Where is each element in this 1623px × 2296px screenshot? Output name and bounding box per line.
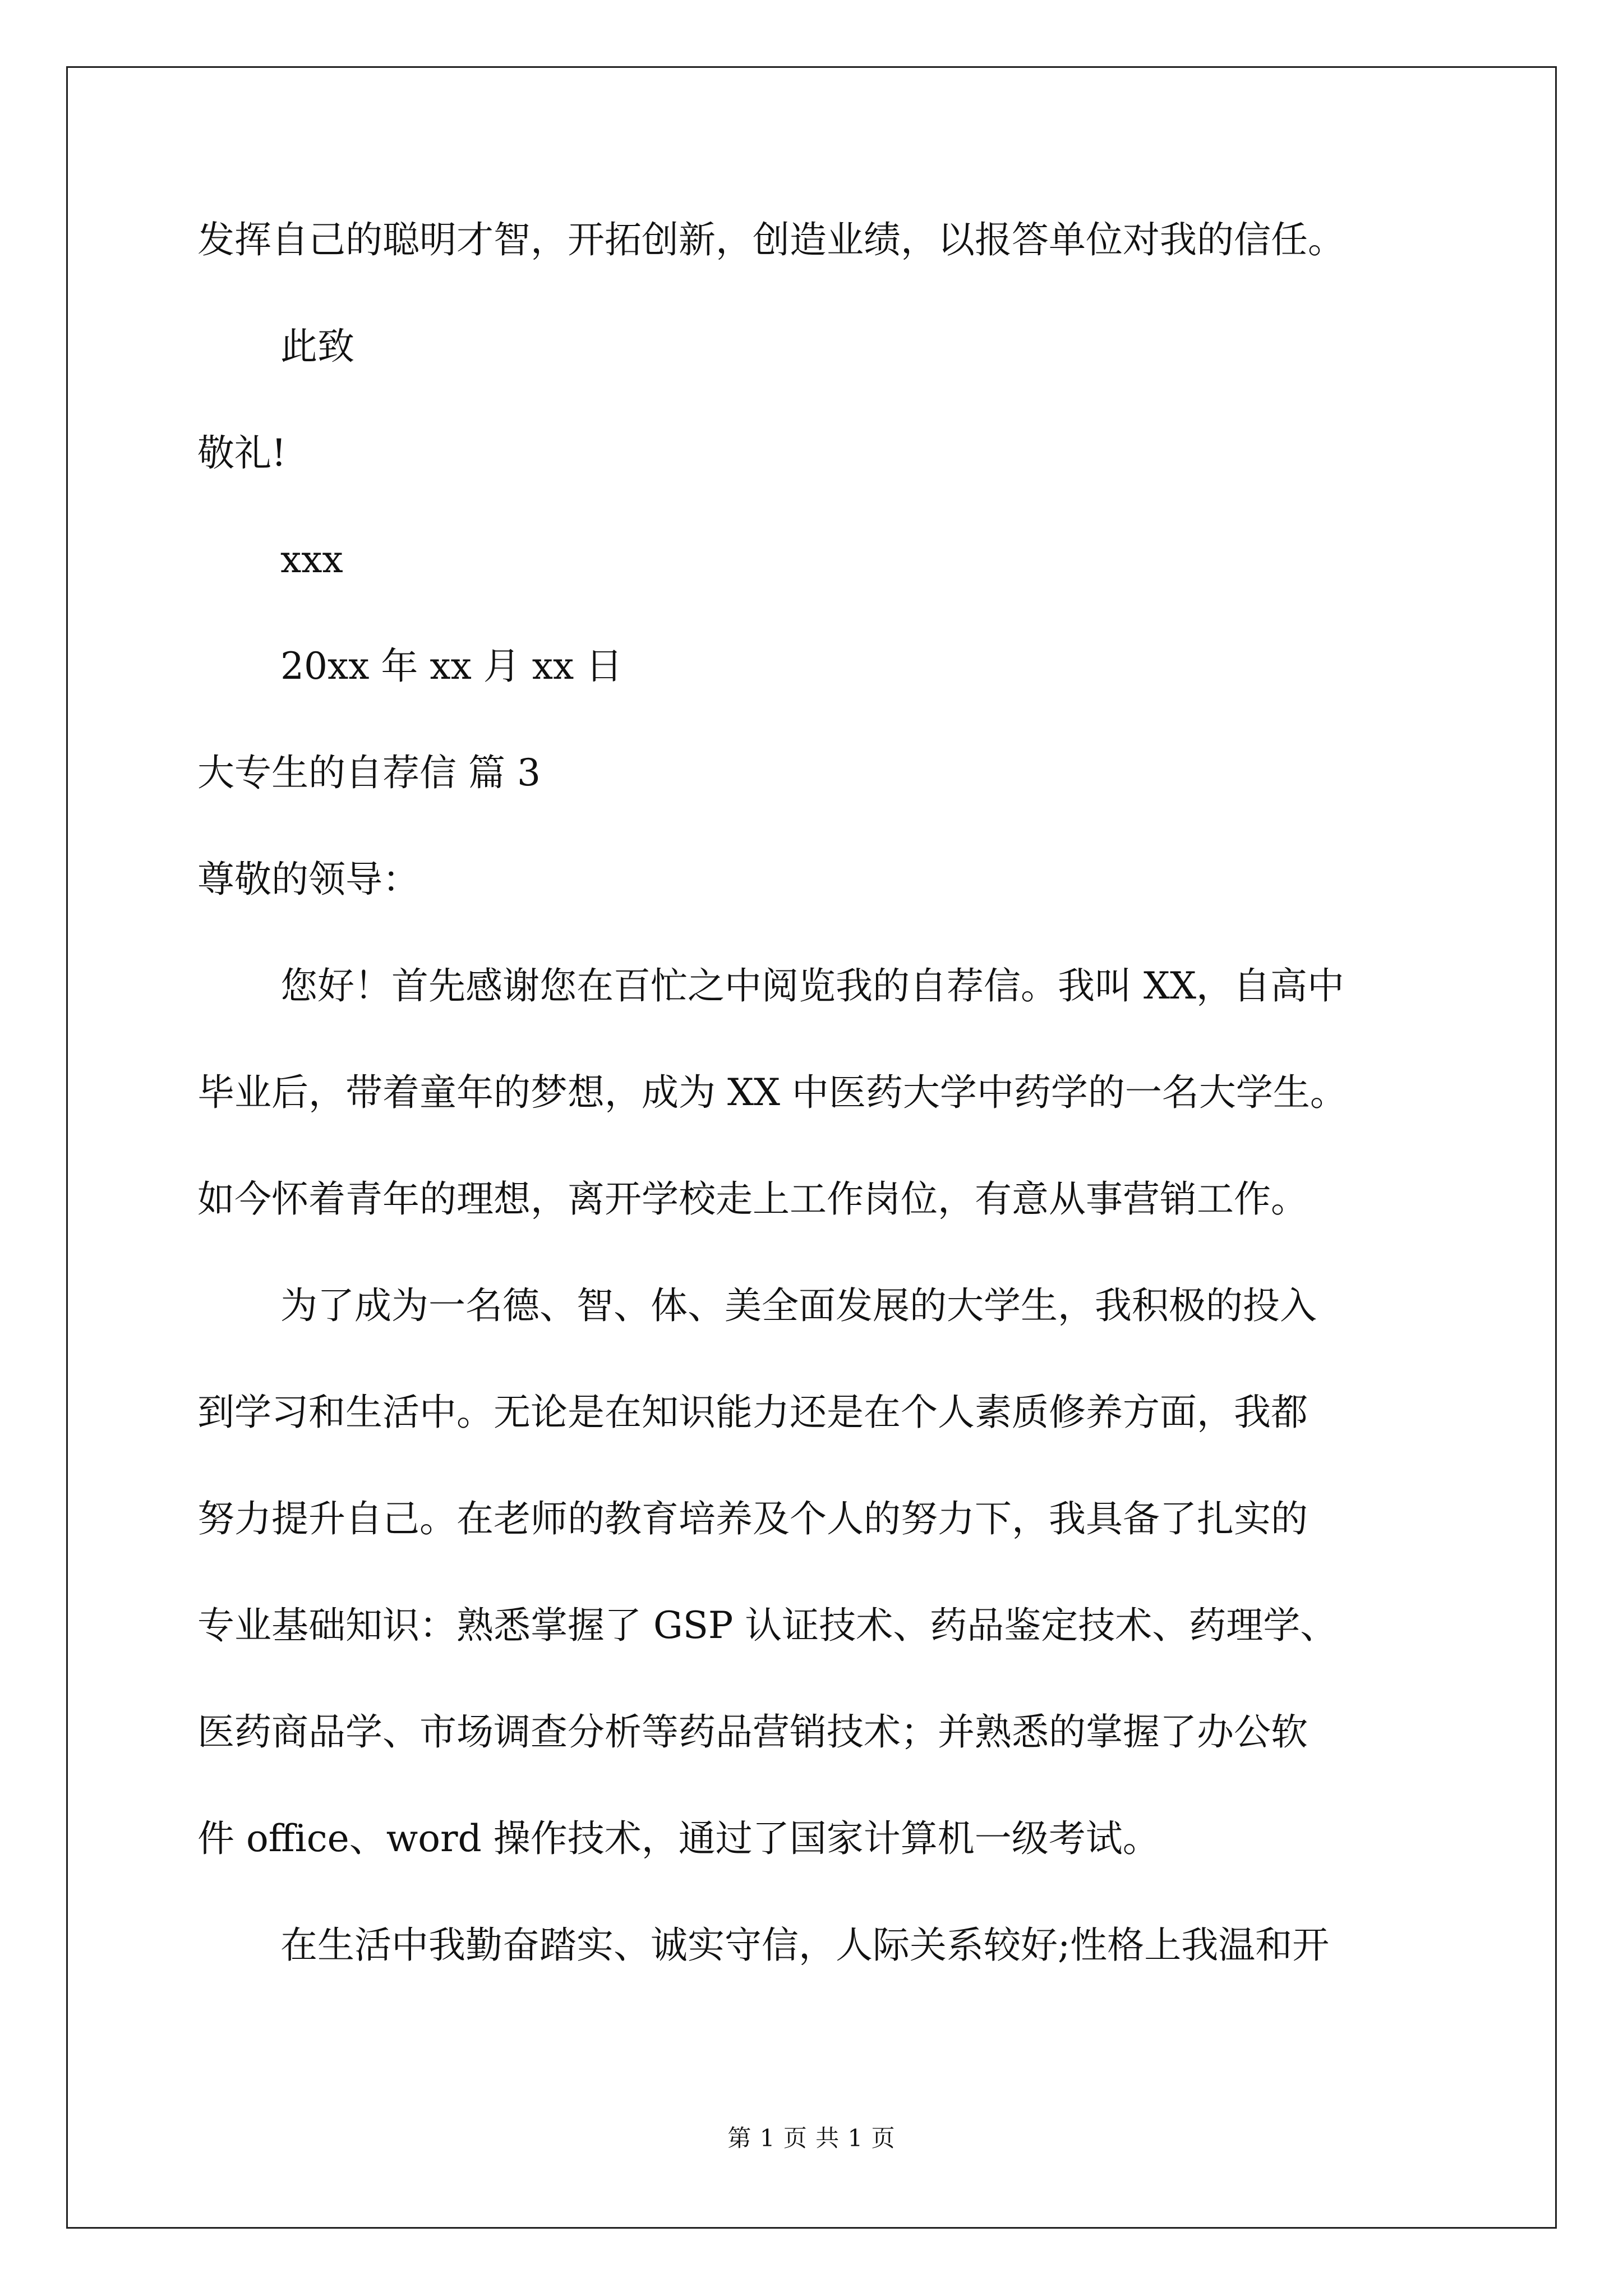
text-line-p2-1: 为了成为一名德、智、体、美全面发展的大学生，我积极的投入 — [280, 1284, 1317, 1327]
text-line-1: 发挥自己的聪明才智，开拓创新，创造业绩，以报答单位对我的信任。 — [197, 218, 1345, 261]
text-line-p2-5: 医药商品学、市场调查分析等药品营销技术；并熟悉的掌握了办公软 — [197, 1710, 1308, 1754]
page-footer: 第 1 页 共 1 页 — [727, 2124, 896, 2152]
section-heading: 大专生的自荐信 篇 3 — [197, 751, 541, 794]
text-line-p3-1: 在生活中我勤奋踏实、诚实守信，人际关系较好;性格上我温和开 — [280, 1924, 1330, 1967]
text-line-p2-3: 努力提升自己。在老师的教育培养及个人的努力下，我具备了扎实的 — [197, 1497, 1308, 1540]
text-line-salute: 敬礼! — [197, 431, 287, 475]
text-line-signature: xxx — [280, 538, 343, 581]
text-line-closing: 此致 — [280, 325, 354, 368]
text-line-greeting: 尊敬的领导： — [197, 858, 419, 901]
text-line-p1-3: 如今怀着青年的理想，离开学校走上工作岗位，有意从事营销工作。 — [197, 1177, 1308, 1221]
page-border — [66, 66, 1557, 2229]
text-line-p1-1: 您好！首先感谢您在百忙之中阅览我的自荐信。我叫 XX，自高中 — [280, 964, 1344, 1007]
text-line-p2-2: 到学习和生活中。无论是在知识能力还是在个人素质修养方面，我都 — [197, 1391, 1308, 1434]
text-line-date: 20xx 年 xx 月 xx 日 — [280, 645, 623, 688]
text-line-p2-4: 专业基础知识：熟悉掌握了 GSP 认证技术、药品鉴定技术、药理学、 — [197, 1604, 1338, 1647]
text-line-p2-6: 件 office、word 操作技术，通过了国家计算机一级考试。 — [197, 1817, 1160, 1860]
text-line-p1-2: 毕业后，带着童年的梦想，成为 XX 中医药大学中药学的一名大学生。 — [197, 1071, 1347, 1114]
